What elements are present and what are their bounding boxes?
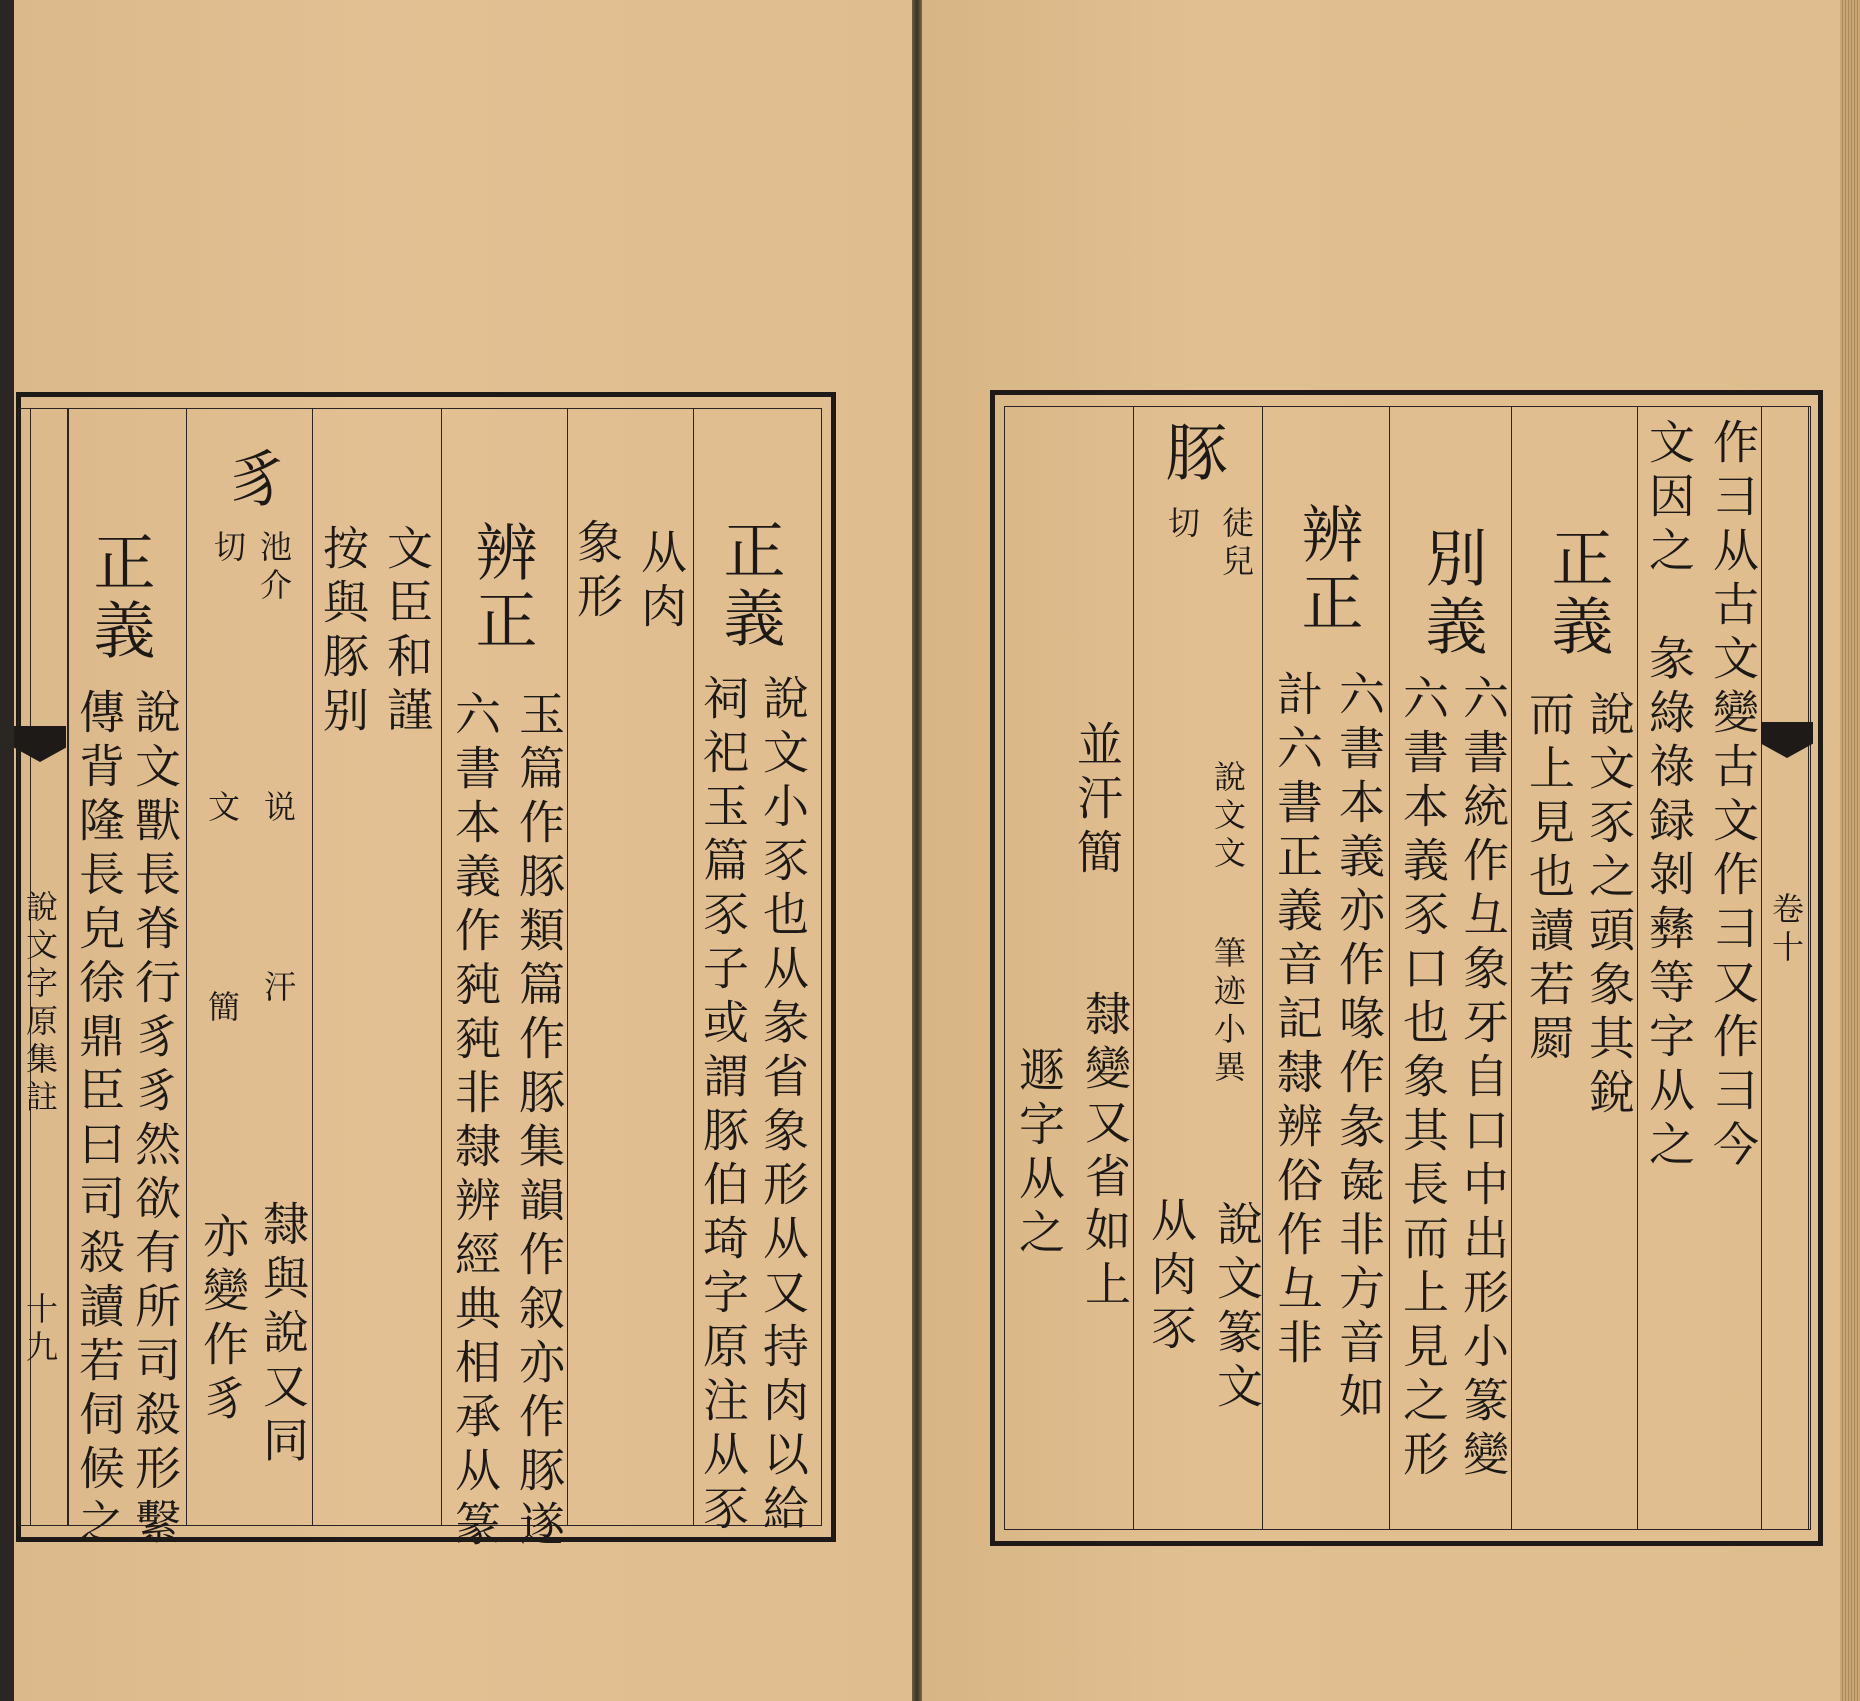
text-column: 說文豕之頭象其銳: [1582, 690, 1636, 1122]
heading-bieyi: 別義: [1415, 526, 1488, 662]
text-column: 筆迹小異: [1209, 936, 1247, 1088]
left-folio-number: 十九: [21, 1292, 59, 1368]
fanqie-note: 切: [1163, 506, 1201, 544]
text-column: 文臣和謹: [380, 524, 434, 740]
text-column: 說文篆文: [1210, 1200, 1264, 1416]
column-rule: [68, 408, 69, 1526]
text-column: 玉篇作豚類篇作豚集韻作叙亦作豚遂: [512, 690, 566, 1554]
heading-zhengyi: 正義: [1541, 526, 1614, 662]
text-column: 文: [203, 790, 241, 828]
right-margin-title: 卷十: [1767, 892, 1805, 968]
text-column: 汗: [259, 970, 297, 1008]
text-column: 亦變作豸: [196, 1212, 250, 1428]
text-column: 隸變又省如上: [1078, 990, 1132, 1314]
text-column: 說文獸長脊行豸豸然欲有所司殺形繫: [128, 688, 182, 1552]
text-column: 象形: [570, 518, 624, 626]
fanqie-note: 徒兒: [1217, 506, 1255, 582]
heading-bianzheng: 辨正: [465, 520, 538, 656]
text-column: 从肉: [634, 528, 688, 636]
column-rule: [1133, 406, 1134, 1530]
fanqie-note: 切: [209, 530, 247, 568]
heading-zhengyi: 正義: [713, 518, 786, 654]
left-margin-title: 說文字原集註: [21, 890, 59, 1118]
book-gutter: [912, 0, 922, 1701]
column-rule: [1389, 406, 1390, 1530]
fanqie-note: 池介: [255, 530, 293, 606]
right-fold-strip: [1761, 406, 1811, 1530]
text-column: 从肉豕: [1144, 1196, 1198, 1358]
text-column: 簡: [203, 990, 241, 1028]
text-column: 文因之 彖綠祿録剝彝等字从之: [1642, 418, 1696, 1174]
text-column: 六書本義豕口也象其長而上見之形: [1396, 674, 1450, 1484]
text-column: 傳背隆長皃徐鼎臣曰司殺讀若伺候之: [72, 688, 126, 1552]
text-column: 遯字从之: [1012, 1046, 1066, 1262]
text-column: 並汗簡: [1070, 720, 1124, 882]
text-column: 六書統作彑象牙自口中出形小篆變: [1456, 674, 1510, 1484]
heading-bianzheng: 辨正: [1291, 502, 1364, 638]
column-rule: [567, 408, 568, 1526]
seal-character-heading: 豚: [1155, 420, 1228, 488]
text-column: 說文文: [1209, 760, 1247, 874]
text-column: 計六書正義音記隸辨俗作彑非: [1270, 670, 1324, 1372]
text-column: 而上見也讀若罽: [1522, 690, 1576, 1068]
seal-character-heading: 豸: [217, 446, 290, 514]
heading-zhengyi: 正義: [83, 530, 156, 666]
text-column: 隸與說又同: [256, 1200, 310, 1470]
text-column: 祠祀玉篇豕子或謂豚伯琦字原注从豕: [696, 674, 750, 1538]
page-edges: [1840, 0, 1860, 1701]
text-column: 作彐从古文變古文作彐又作彐今: [1706, 418, 1760, 1174]
column-rule: [1511, 406, 1512, 1530]
text-column: 按與豚别: [316, 524, 370, 740]
column-rule: [693, 408, 694, 1526]
column-rule: [186, 408, 187, 1526]
column-rule: [441, 408, 442, 1526]
text-column: 说: [259, 790, 297, 828]
text-column: 六書本義作豘豘非隸辨經典相承从篆: [448, 690, 502, 1554]
column-rule: [312, 408, 313, 1526]
text-column: 說文小豕也从彖省象形从又持肉以給: [756, 674, 810, 1538]
column-rule: [1637, 406, 1638, 1530]
text-column: 六書本義亦作喙作彖彘非方音如: [1332, 670, 1386, 1426]
